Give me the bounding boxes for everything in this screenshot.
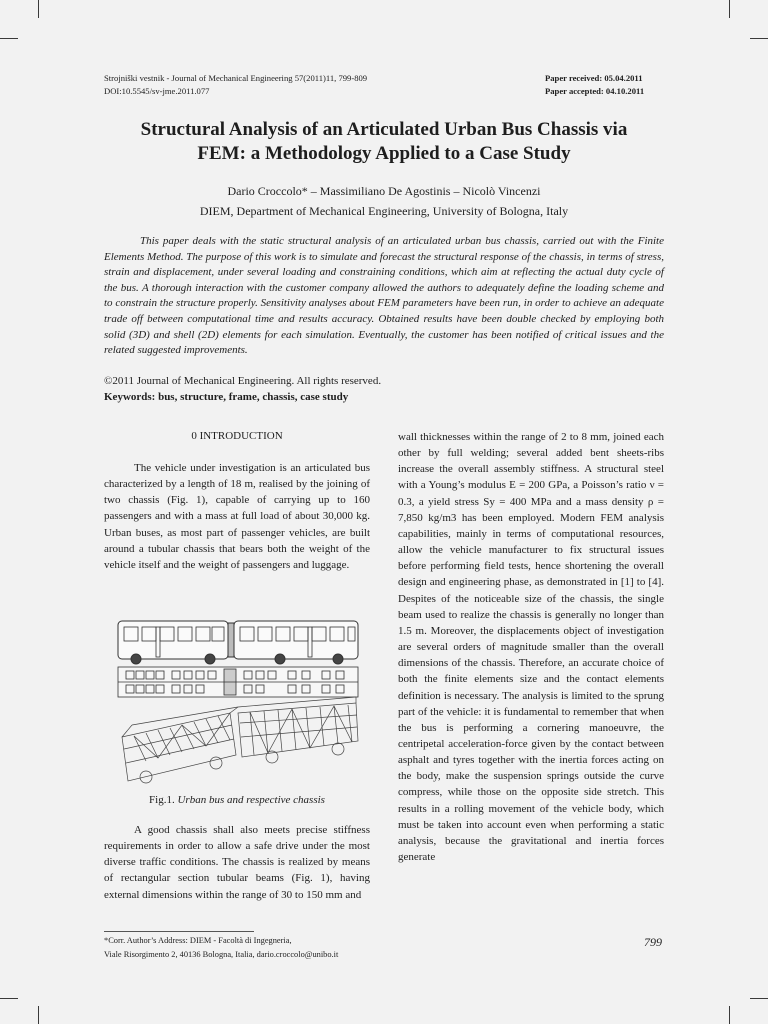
crop-mark <box>729 0 730 18</box>
title-line-2: FEM: a Methodology Applied to a Case Study <box>197 143 571 164</box>
paper-dates <box>545 72 644 97</box>
crop-mark <box>729 1006 730 1024</box>
intro-paragraph-1: The vehicle under investigation is an articulated bus characterized by a length of 18 m, realised by the joining of two chassis (Fig. 1), capable of carrying up to 160 passengers and with a mass at full load of about 30,000 kg. Urban buses, as most part of passenger vehicles, are built around a tubular chassis that bears both the weight of the vehicle itself and the weight of passengers and luggage. <box>104 462 370 571</box>
paper-title <box>80 118 688 166</box>
journal-header <box>104 72 367 97</box>
footnote-rule <box>104 931 254 932</box>
abstract: This paper deals with the static structural analysis of an articulated urban bus chassis, carried out with the Finite Elements Method. The purpose of this work is to simulate and forecast the structural response of the chassis, in terms of stress, strain and displacement, under several loading and constraining conditions, which aim at reflecting the actual duty cycle of the bus. A thorough interaction with the customer company allowed the authors to adequately define the loading scheme and to constrain the structure properly. Sensitivity analyses about FEM parameters have been run, in order to achieve an adequate trade off between computational time and results accuracy. Obtained results have been double checked by employing both solid (3D) and shell (2D) elements for each simulation. Eventually, the customer has been notified of critical issues and the related suggested improvements. <box>104 235 664 357</box>
bus-chassis-figure <box>112 617 364 793</box>
figure-caption <box>104 794 370 806</box>
author-names: Dario Croccolo* – Massimiliano De Agostinis – Nicolò Vincenzi <box>227 184 541 198</box>
crop-mark <box>0 998 18 999</box>
crop-mark <box>38 1006 39 1024</box>
affiliation: DIEM, Department of Mechanical Engineering, University of Bologna, Italy <box>199 204 569 218</box>
received-date: Paper received: 05.04.2011 <box>545 73 643 83</box>
footnote-line-2: Viale Risorgimento 2, 40136 Bologna, Italia, dario.croccolo@unibo.it <box>104 950 339 959</box>
footnote-line-1: *Corr. Author’s Address: DIEM - Facoltà di Ingegneria, <box>104 936 292 945</box>
bus-top-view <box>118 667 358 697</box>
copyright: ©2011 Journal of Mechanical Engineering. All rights reserved. <box>104 375 382 387</box>
section-heading: 0 INTRODUCTION <box>191 430 283 442</box>
corresponding-author-footnote <box>104 934 338 962</box>
figure-label: Fig.1. <box>149 794 175 806</box>
page-number: 799 <box>644 935 662 949</box>
crop-mark <box>38 0 39 18</box>
author-block <box>80 181 688 221</box>
accepted-date: Paper accepted: 04.10.2011 <box>545 85 645 96</box>
keywords: Keywords: bus, structure, frame, chassis, case study <box>104 391 349 403</box>
title-line-1: Structural Analysis of an Articulated Urban Bus Chassis via <box>140 119 628 140</box>
crop-mark <box>750 38 768 39</box>
figure-caption-text: Urban bus and respective chassis <box>177 794 325 806</box>
doi: DOI:10.5545/sv-jme.2011.077 <box>104 85 210 96</box>
crop-mark <box>750 998 768 999</box>
bus-side-view <box>118 621 358 664</box>
chassis-wireframe <box>122 697 358 783</box>
journal-citation: Strojniški vestnik - Journal of Mechanical Engineering 57(2011)11, 799-809 <box>104 73 368 83</box>
bus-illustration <box>112 617 364 793</box>
intro-paragraph-2: A good chassis shall also meets precise stiffness requirements in order to allow a safe drive under the most diverse traffic conditions. The chassis is realized by means of rectangular section tubular beams (Fig. 1), having external dimensions within the range of 30 to 150 mm and <box>104 824 370 901</box>
right-column-text: wall thicknesses within the range of 2 to 8 mm, joined each other by full welding; several added bent sheets-ribs increase the overall assembly stiffness. A structural steel with a Young’s modulus E = 200 GPa, a Poisson’s ratio ν = 0.3, a yield stress Sy = 400 MPa and a mass density ρ = 7,850 kg/m3 has been employed. Modern FEM analysis capabilities, mainly in terms of computational resources, allow the vehicle manufacturer to fix structural issues before performing field tests, hence shortening the overall design and engineering phase, as demonstrated in [1] to [4]. Despites of the noticeable size of the chassis, the single beam used to realize the chassis is generally no longer than 1.5 m. Moreover, the displacements object of investigation are several orders of magnitude smaller than the overall dimensions of the chassis. Therefore, an accurate choice of both the finite elements size and the contact elements definition is necessary. The analysis is limited to the sprung part of the vehicle: it is fundamental to remember that when the bus is performing a cornering manoeuvre, the centripetal acceleration-force given by the contact between asphalt and tyres together with the inertia forces acting on the body, make the suspension springs outside the curve compress, while those on the opposite side stretch. This results in a rolling movement of the vehicle body, which must be taken into account even when performing a static analysis, because the gravitational and inertia forces generate <box>398 431 664 864</box>
crop-mark <box>0 38 18 39</box>
